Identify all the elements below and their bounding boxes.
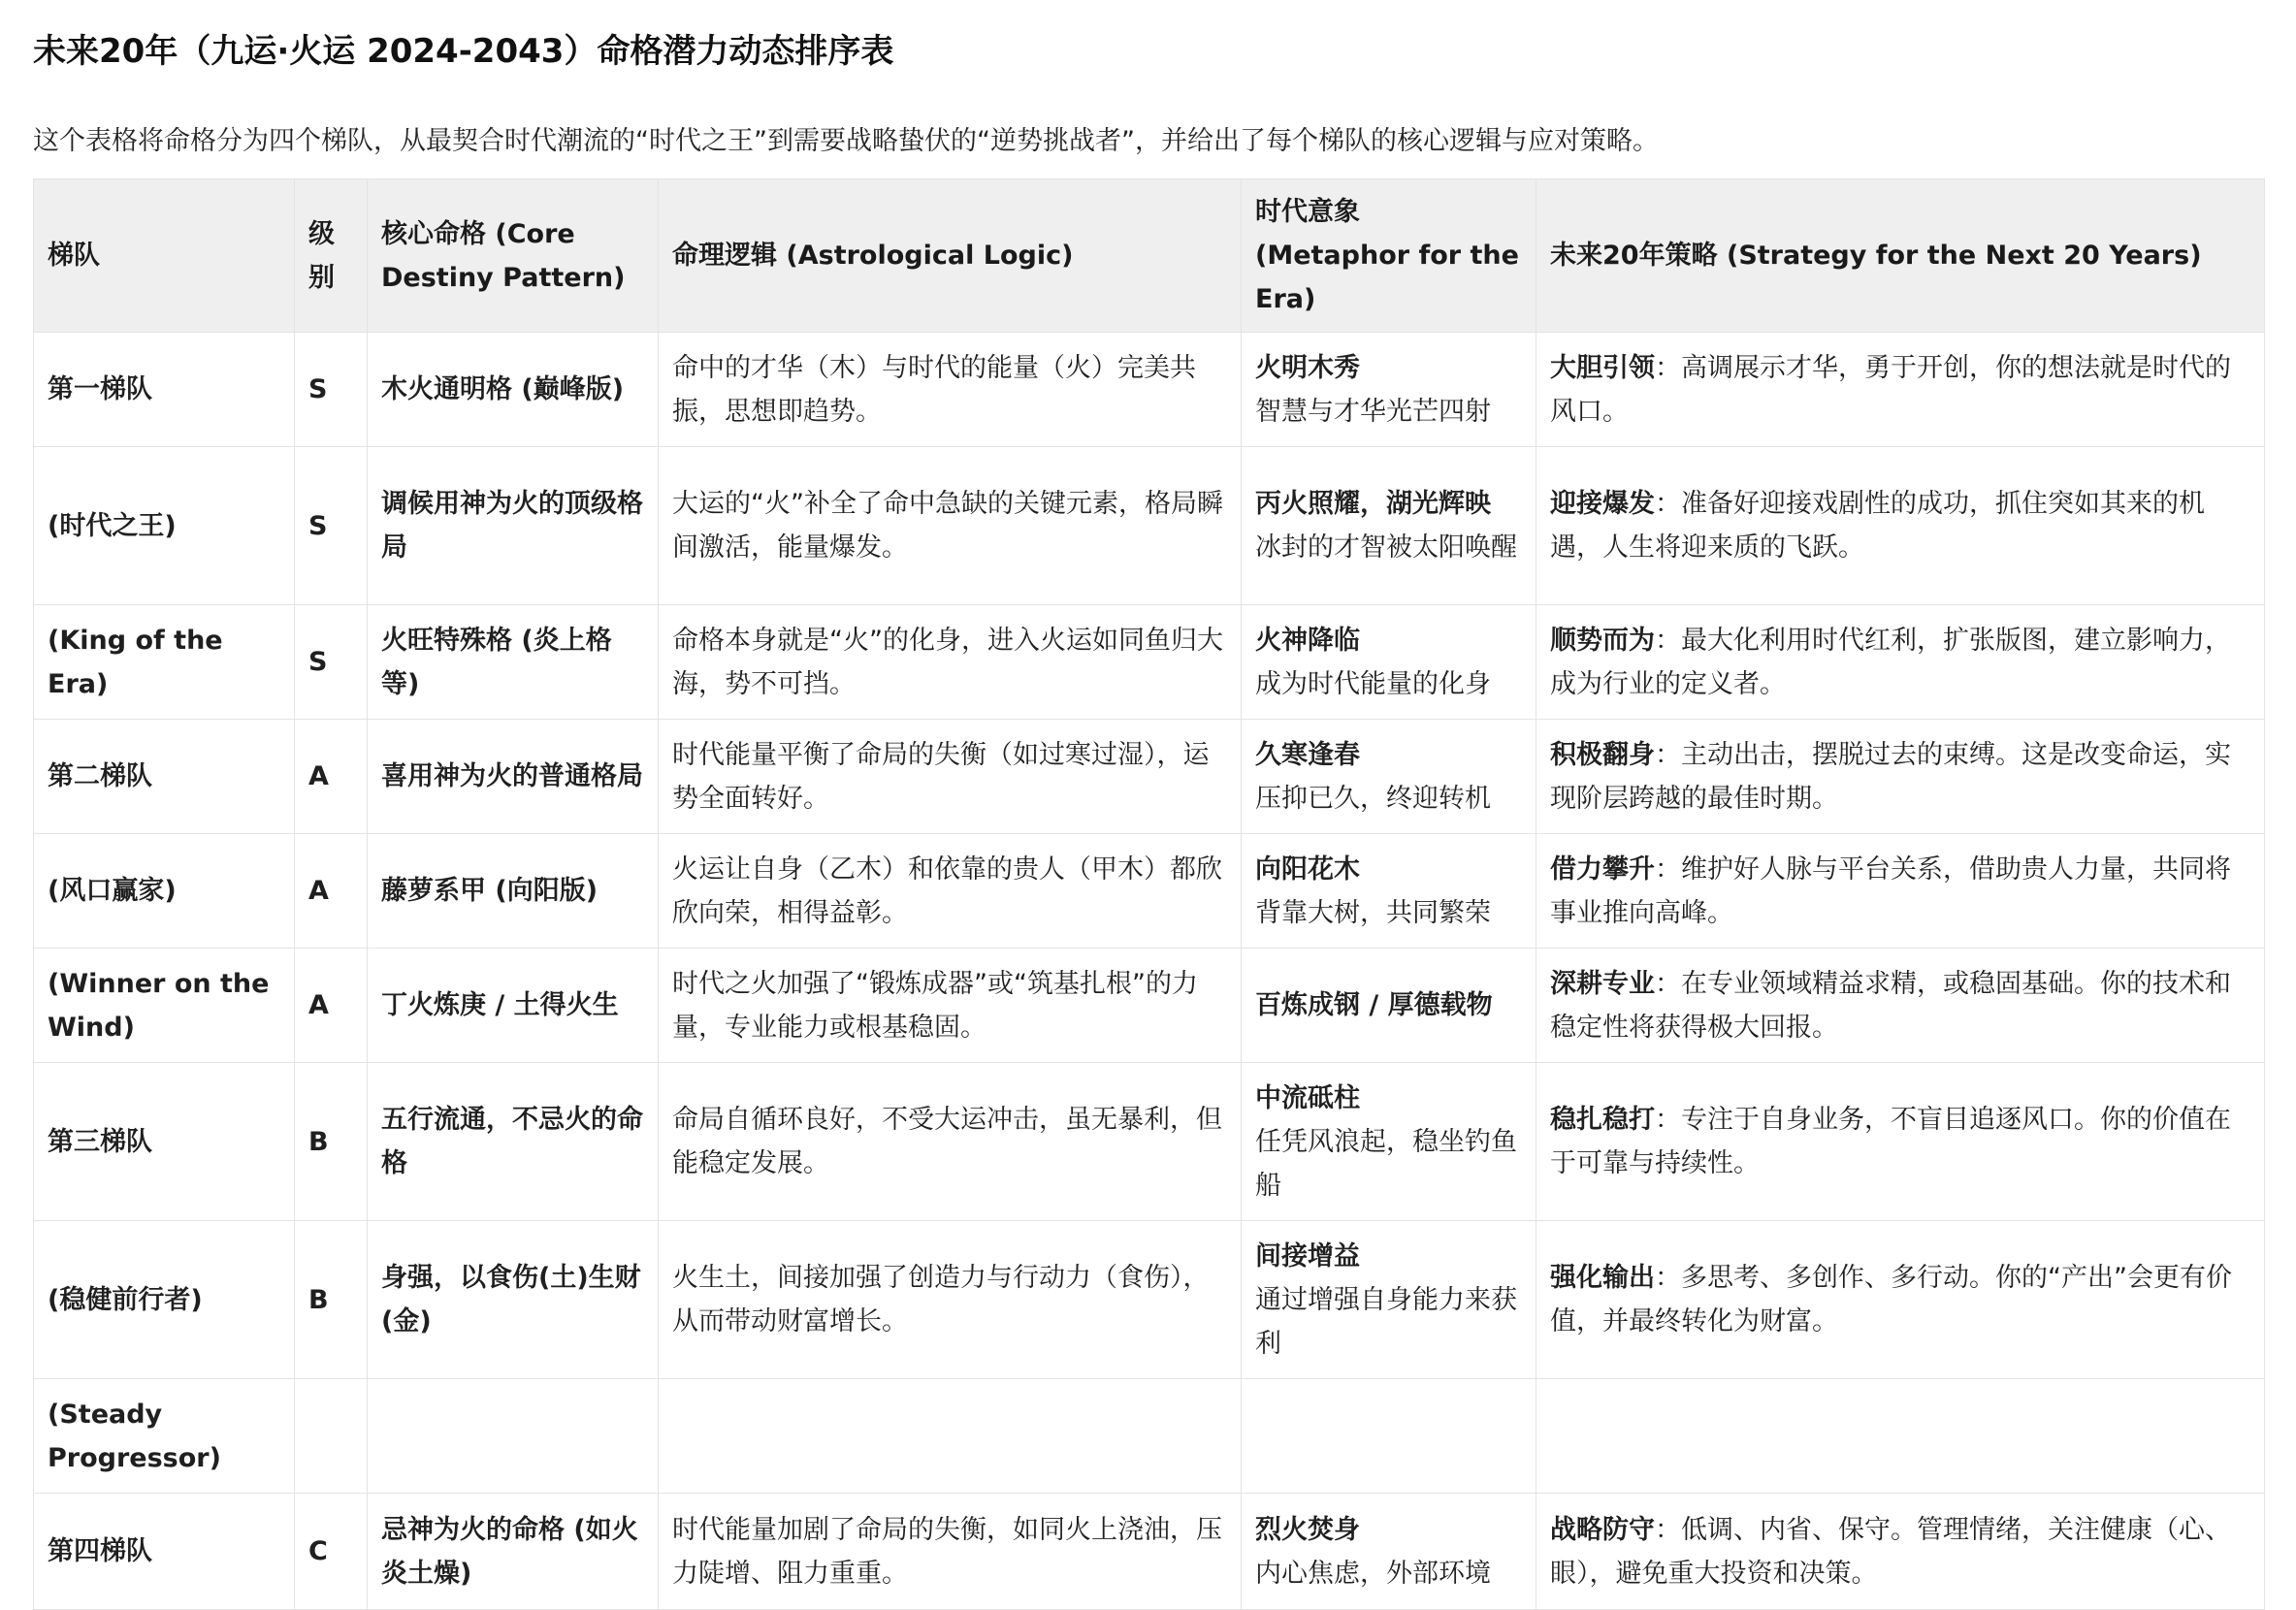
strategy-title: 大胆引领: [1550, 352, 1655, 383]
era-cell: [1242, 447, 1536, 605]
era-cell: [1242, 720, 1536, 834]
strategy-title: 战略防守: [1550, 1514, 1655, 1545]
destiny-ranking-table: [33, 178, 2265, 1610]
era-cell: [1242, 1063, 1536, 1221]
era-title: 火明木秀: [1255, 352, 1360, 383]
era-cell: [1242, 1494, 1536, 1610]
strategy-body: ：最大化利用时代红利，扩张版图，建立影响力，成为行业的定义者。: [1550, 625, 2231, 699]
core-pattern-cell: 火旺特殊格 (炎上格等): [368, 605, 659, 720]
level-cell: A: [295, 949, 368, 1063]
table-row: [34, 447, 2265, 605]
table-row: [34, 605, 2265, 720]
era-cell: [1242, 1221, 1536, 1379]
era-subtitle: 冰封的才智被太阳唤醒: [1255, 532, 1517, 563]
logic-cell: 大运的“火”补全了命中急缺的关键元素，格局瞬间激活，能量爆发。: [659, 447, 1242, 605]
table-row: [34, 333, 2265, 447]
logic-cell: 命中的才华（木）与时代的能量（火）完美共振，思想即趋势。: [659, 333, 1242, 447]
strategy-title: 稳扎稳打: [1550, 1105, 1655, 1135]
era-title: 久寒逢春: [1255, 739, 1360, 770]
header-tier: 梯队: [34, 179, 295, 333]
era-cell: [1242, 1379, 1536, 1494]
era-title: 烈火焚身: [1255, 1514, 1360, 1545]
strategy-cell: [1536, 834, 2265, 949]
core-pattern-cell: [368, 1379, 659, 1494]
level-cell: S: [295, 447, 368, 605]
logic-cell: 命局自循环良好，不受大运冲击，虽无暴利，但能稳定发展。: [659, 1063, 1242, 1221]
strategy-title: 强化输出: [1550, 1263, 1655, 1293]
level-cell: B: [295, 1221, 368, 1379]
level-cell: A: [295, 834, 368, 949]
page-title: 未来20年（九运·火运 2024-2043）命格潜力动态排序表: [33, 32, 894, 71]
tier-cell: (时代之王): [34, 447, 295, 605]
core-pattern-cell: 身强，以食伤(土)生财(金): [368, 1221, 659, 1379]
strategy-cell: [1536, 720, 2265, 834]
table-row: [34, 720, 2265, 834]
level-cell: A: [295, 720, 368, 834]
strategy-cell: [1536, 1063, 2265, 1221]
strategy-body: ：多思考、多创作、多行动。你的“产出”会更有价值，并最终转化为财富。: [1550, 1263, 2232, 1336]
logic-cell: 时代能量平衡了命局的失衡（如过寒过湿），运势全面转好。: [659, 720, 1242, 834]
strategy-cell: [1536, 1379, 2265, 1494]
level-cell: B: [295, 1063, 368, 1221]
strategy-body: ：低调、内省、保守。管理情绪，关注健康（心、眼），避免重大投资和决策。: [1550, 1514, 2231, 1589]
strategy-cell: [1536, 1494, 2265, 1610]
intro-paragraph: 这个表格将命格分为四个梯队，从最契合时代潮流的“时代之王”到需要战略蛰伏的“逆势挑战者”，并给出了每个梯队的核心逻辑与应对策略。: [33, 126, 1659, 156]
era-subtitle: 压抑已久，终迎转机: [1255, 783, 1491, 814]
strategy-cell: [1536, 949, 2265, 1063]
header-core: 核心命格 (Core Destiny Pattern): [368, 179, 659, 333]
tier-cell: (King of the Era): [34, 605, 295, 720]
tier-cell: (Winner on the Wind): [34, 949, 295, 1063]
era-title: 丙火照耀，湖光辉映: [1255, 489, 1491, 519]
strategy-cell: [1536, 605, 2265, 720]
strategy-body: ：准备好迎接戏剧性的成功，抓住突如其来的机遇，人生将迎来质的飞跃。: [1550, 489, 2205, 563]
core-pattern-cell: 木火通明格 (巅峰版): [368, 333, 659, 447]
table-header-row: [34, 179, 2265, 333]
core-pattern-cell: 藤萝系甲 (向阳版): [368, 834, 659, 949]
table-row: [34, 1063, 2265, 1221]
era-subtitle: 内心焦虑，外部环境: [1255, 1558, 1491, 1589]
level-cell: C: [295, 1494, 368, 1610]
era-title: 百炼成钢 / 厚德载物: [1255, 990, 1493, 1020]
logic-cell: 火生土，间接加强了创造力与行动力（食伤），从而带动财富增长。: [659, 1221, 1242, 1379]
level-cell: S: [295, 605, 368, 720]
strategy-title: 迎接爆发: [1550, 489, 1655, 519]
strategy-body: ：维护好人脉与平台关系，借助贵人力量，共同将事业推向高峰。: [1550, 853, 2231, 928]
strategy-title: 深耕专业: [1550, 968, 1655, 999]
strategy-cell: [1536, 447, 2265, 605]
tier-cell: 第一梯队: [34, 333, 295, 447]
core-pattern-cell: 调候用神为火的顶级格局: [368, 447, 659, 605]
core-pattern-cell: 丁火炼庚 / 土得火生: [368, 949, 659, 1063]
era-cell: [1242, 949, 1536, 1063]
logic-cell: 命格本身就是“火”的化身，进入火运如同鱼归大海，势不可挡。: [659, 605, 1242, 720]
strategy-body: ：高调展示才华，勇于开创，你的想法就是时代的风口。: [1550, 352, 2231, 427]
table-row: [34, 1379, 2265, 1494]
tier-cell: (稳健前行者): [34, 1221, 295, 1379]
logic-cell: [659, 1379, 1242, 1494]
era-subtitle: 任凭风浪起，稳坐钓鱼船: [1255, 1126, 1517, 1201]
strategy-body: ：专注于自身业务，不盲目追逐风口。你的价值在于可靠与持续性。: [1550, 1105, 2231, 1178]
level-cell: S: [295, 333, 368, 447]
tier-cell: 第三梯队: [34, 1063, 295, 1221]
header-era: 时代意象 (Metaphor for the Era): [1242, 179, 1536, 333]
core-pattern-cell: 五行流通，不忌火的命格: [368, 1063, 659, 1221]
strategy-title: 积极翻身: [1550, 739, 1655, 770]
strategy-body: ：主动出击，摆脱过去的束缚。这是改变命运，实现阶层跨越的最佳时期。: [1550, 739, 2231, 814]
tier-cell: 第四梯队: [34, 1494, 295, 1610]
era-cell: [1242, 333, 1536, 447]
table-body: [34, 333, 2265, 1610]
era-subtitle: 智慧与才华光芒四射: [1255, 396, 1491, 427]
table-row: [34, 834, 2265, 949]
tier-cell: 第二梯队: [34, 720, 295, 834]
table-row: [34, 949, 2265, 1063]
logic-cell: 时代能量加剧了命局的失衡，如同火上浇油，压力陡增、阻力重重。: [659, 1494, 1242, 1610]
strategy-cell: [1536, 1221, 2265, 1379]
era-title: 中流砥柱: [1255, 1082, 1360, 1113]
era-cell: [1242, 605, 1536, 720]
strategy-title: 顺势而为: [1550, 625, 1655, 656]
era-title: 间接增益: [1255, 1240, 1360, 1272]
table-row: [34, 1494, 2265, 1610]
strategy-cell: [1536, 333, 2265, 447]
header-logic: 命理逻辑 (Astrological Logic): [659, 179, 1242, 333]
document-page: [33, 27, 2264, 1589]
tier-cell: (风口赢家): [34, 834, 295, 949]
era-subtitle: 通过增强自身能力来获利: [1255, 1284, 1517, 1359]
era-cell: [1242, 834, 1536, 949]
level-cell: [295, 1379, 368, 1494]
core-pattern-cell: 喜用神为火的普通格局: [368, 720, 659, 834]
core-pattern-cell: 忌神为火的命格 (如火炎土燥): [368, 1494, 659, 1610]
era-subtitle: 成为时代能量的化身: [1255, 668, 1491, 699]
logic-cell: 时代之火加强了“锻炼成器”或“筑基扎根”的力量，专业能力或根基稳固。: [659, 949, 1242, 1063]
era-subtitle: 背靠大树，共同繁荣: [1255, 897, 1491, 928]
tier-cell: (Steady Progressor): [34, 1379, 295, 1494]
strategy-title: 借力攀升: [1550, 853, 1655, 885]
header-level: 级别: [295, 179, 368, 333]
logic-cell: 火运让自身（乙木）和依靠的贵人（甲木）都欣欣向荣，相得益彰。: [659, 834, 1242, 949]
era-title: 火神降临: [1255, 625, 1360, 656]
strategy-body: ：在专业领域精益求精，或稳固基础。你的技术和稳定性将获得极大回报。: [1550, 968, 2231, 1043]
era-title: 向阳花木: [1255, 853, 1360, 885]
header-strategy: 未来20年策略 (Strategy for the Next 20 Years): [1536, 179, 2265, 333]
table-row: [34, 1221, 2265, 1379]
